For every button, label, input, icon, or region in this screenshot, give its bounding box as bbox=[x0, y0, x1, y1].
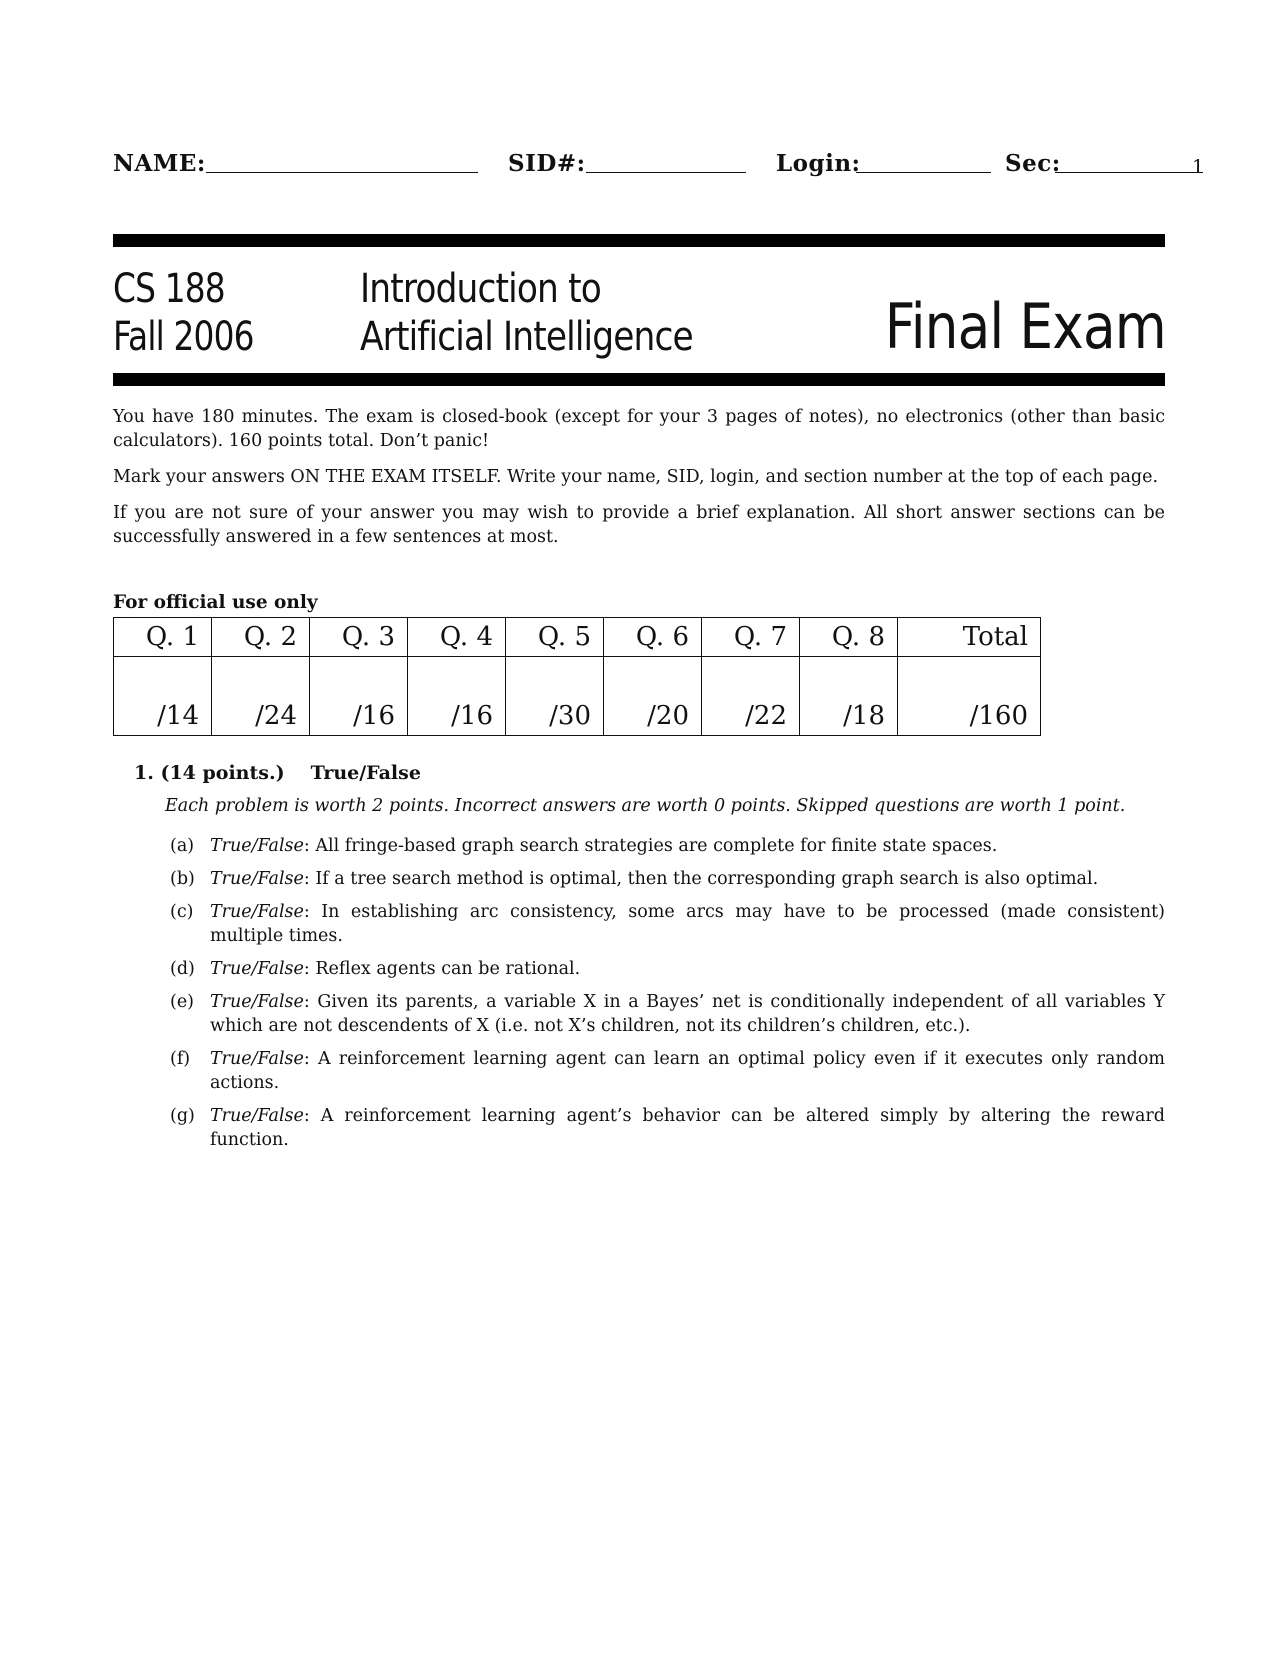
list-item: (e) True/False: Given its parents, a variable X in a Bayes’ net is conditionally independent of all variables Y which are not descendents of X (i.e. not X’s children, not its children’s children, etc.). bbox=[170, 992, 1165, 1036]
score-cell-q8: /18 bbox=[800, 657, 898, 736]
list-item: (c) True/False: In establishing arc consistency, some arcs may have to be processed (made consistent) multiple times. bbox=[170, 902, 1165, 946]
true-false-label: True/False bbox=[210, 1049, 304, 1069]
instruction-paragraph: If you are not sure of your answer you may wish to provide a brief explanation. All short answer sections can be successfully answered in a few sentences at most. bbox=[113, 503, 1165, 547]
score-header-q2: Q. 2 bbox=[212, 618, 310, 657]
sec-field bbox=[1005, 150, 1061, 177]
name-blank bbox=[206, 172, 478, 173]
score-cell-total: /160 bbox=[898, 657, 1041, 736]
item-text: A reinforcement learning agent’s behavior can be altered simply by altering the reward function. bbox=[210, 1106, 1165, 1150]
score-table bbox=[113, 617, 1041, 736]
score-header-q6: Q. 6 bbox=[604, 618, 702, 657]
name-label: NAME: bbox=[113, 150, 206, 177]
sid-field bbox=[508, 150, 586, 177]
sec-blank bbox=[1055, 172, 1203, 173]
score-cell-q3: /16 bbox=[310, 657, 408, 736]
course-block bbox=[113, 265, 254, 361]
item-label: (g) bbox=[170, 1106, 195, 1126]
instruction-paragraph: Mark your answers ON THE EXAM ITSELF. Write your name, SID, login, and section number at the top of each page. bbox=[113, 467, 1159, 487]
item-text: In establishing arc consistency, some arcs may have to be processed (made consistent) multiple times. bbox=[210, 902, 1165, 946]
page-number: 1 bbox=[1192, 156, 1205, 178]
sec-label: Sec: bbox=[1005, 150, 1061, 177]
item-label: (a) bbox=[170, 836, 195, 856]
true-false-label: True/False bbox=[210, 836, 304, 856]
login-blank bbox=[856, 172, 991, 173]
header-fields bbox=[113, 150, 1203, 190]
item-text: If a tree search method is optimal, then the corresponding graph search is also optimal. bbox=[315, 869, 1099, 889]
score-cell-q5: /30 bbox=[506, 657, 604, 736]
question-1-number: 1. (14 points.) bbox=[134, 762, 285, 784]
official-use-label: For official use only bbox=[113, 592, 318, 613]
sid-label: SID#: bbox=[508, 150, 586, 177]
score-header-q8: Q. 8 bbox=[800, 618, 898, 657]
instructions bbox=[113, 405, 1165, 561]
question-1-note: Each problem is worth 2 points. Incorrect answers are worth 0 points. Skipped questions are worth 1 point. bbox=[165, 796, 1126, 816]
item-label: (c) bbox=[170, 902, 194, 922]
score-cell-q4: /16 bbox=[408, 657, 506, 736]
score-cell-q2: /24 bbox=[212, 657, 310, 736]
question-1-title: True/False bbox=[310, 762, 421, 784]
true-false-label: True/False bbox=[210, 869, 304, 889]
score-header-q4: Q. 4 bbox=[408, 618, 506, 657]
score-header-total: Total bbox=[898, 618, 1041, 657]
item-label: (e) bbox=[170, 992, 195, 1012]
item-label: (b) bbox=[170, 869, 195, 889]
list-item: (f) True/False: A reinforcement learning agent can learn an optimal policy even if it executes only random actions. bbox=[170, 1049, 1165, 1093]
score-cell-q6: /20 bbox=[604, 657, 702, 736]
true-false-label: True/False bbox=[210, 1106, 304, 1126]
score-header-q5: Q. 5 bbox=[506, 618, 604, 657]
list-item: (a) True/False: All fringe-based graph search strategies are complete for finite state spaces. bbox=[170, 836, 998, 856]
course-term: Fall 2006 bbox=[113, 314, 254, 360]
sid-blank bbox=[586, 172, 746, 173]
item-text: All fringe-based graph search strategies are complete for finite state spaces. bbox=[315, 836, 998, 856]
question-1-heading bbox=[134, 762, 421, 784]
score-cell-q1: /14 bbox=[114, 657, 212, 736]
true-false-label: True/False bbox=[210, 959, 304, 979]
score-header-q3: Q. 3 bbox=[310, 618, 408, 657]
score-header-q7: Q. 7 bbox=[702, 618, 800, 657]
list-item: (g) True/False: A reinforcement learning agent’s behavior can be altered simply by altering the reward function. bbox=[170, 1106, 1165, 1150]
subject-block bbox=[360, 265, 693, 361]
score-cell-q7: /22 bbox=[702, 657, 800, 736]
item-text: Reflex agents can be rational. bbox=[315, 959, 581, 979]
score-header-q1: Q. 1 bbox=[114, 618, 212, 657]
login-field bbox=[776, 150, 861, 177]
subject-line-2: Artificial Intelligence bbox=[360, 314, 693, 360]
question-1-items bbox=[170, 834, 1165, 1161]
name-field bbox=[113, 150, 206, 177]
item-label: (f) bbox=[170, 1049, 191, 1069]
instruction-paragraph: You have 180 minutes. The exam is closed-book (except for your 3 pages of notes), no electronics (other than basic calculators). 160 points total. Don’t panic! bbox=[113, 407, 1165, 451]
item-text: Given its parents, a variable X in a Bayes’ net is conditionally independent of all variables Y which are not descendents of X (i.e. not X’s children, not its children’s children, etc.). bbox=[210, 992, 1165, 1036]
exam-title: Final Exam bbox=[884, 290, 1166, 363]
title-rule-bottom bbox=[113, 373, 1165, 386]
true-false-label: True/False bbox=[210, 992, 304, 1012]
score-points-row bbox=[114, 657, 1041, 736]
list-item: (b) True/False: If a tree search method is optimal, then the corresponding graph search is also optimal. bbox=[170, 869, 1099, 889]
title-rule-top bbox=[113, 234, 1165, 247]
item-text: A reinforcement learning agent can learn an optimal policy even if it executes only random actions. bbox=[210, 1049, 1165, 1093]
list-item: (d) True/False: Reflex agents can be rational. bbox=[170, 959, 581, 979]
item-label: (d) bbox=[170, 959, 195, 979]
course-code: CS 188 bbox=[113, 266, 225, 312]
login-label: Login: bbox=[776, 150, 861, 177]
score-header-row bbox=[114, 618, 1041, 657]
true-false-label: True/False bbox=[210, 902, 304, 922]
subject-line-1: Introduction to bbox=[360, 266, 601, 312]
